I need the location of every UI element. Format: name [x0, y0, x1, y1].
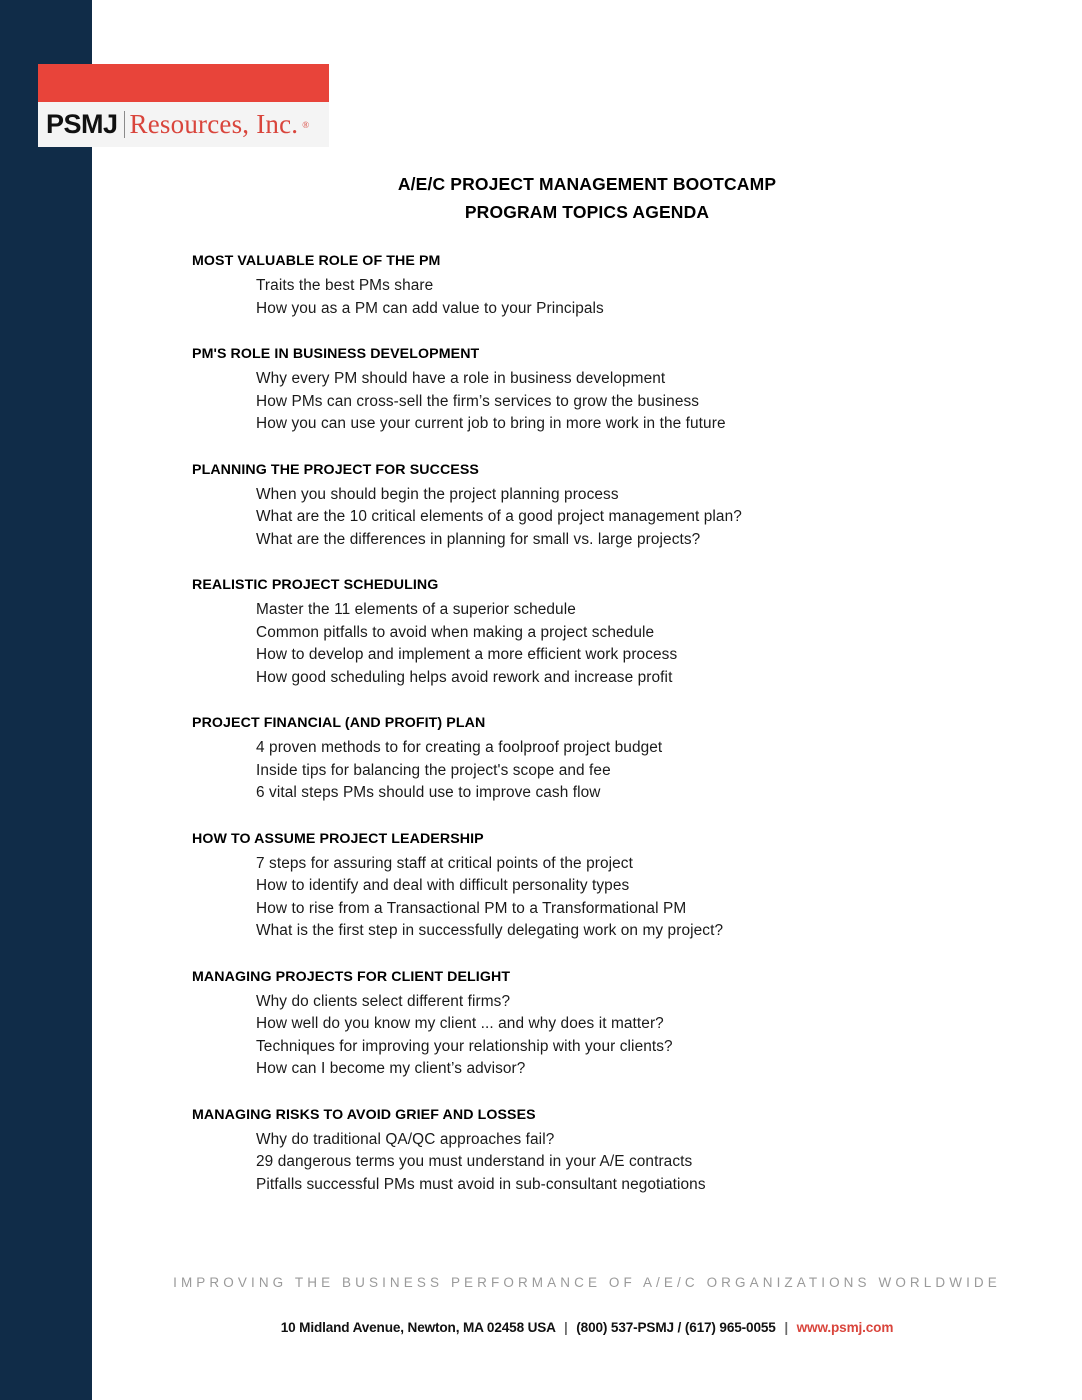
agenda-topic-item: 4 proven methods to for creating a foolproof project budget — [256, 739, 663, 756]
agenda-section-heading: PLANNING THE PROJECT FOR SUCCESS — [192, 461, 479, 478]
agenda-topic-list — [192, 991, 892, 1081]
logo-psmj-text: PSMJ — [46, 109, 118, 139]
agenda-topic-item: Inside tips for balancing the project's scope and fee — [256, 761, 611, 779]
footer-address: 10 Midland Avenue, Newton, MA 02458 USA — [280, 1320, 556, 1335]
agenda-topic-item: How you can use your current job to bring in more work in the future — [256, 415, 726, 432]
footer-tagline: IMPROVING THE BUSINESS PERFORMANCE OF A/E/C ORGANIZATIONS WORLDWIDE — [173, 1275, 1001, 1290]
agenda-topic-list — [192, 368, 892, 436]
agenda-topic-item: How to rise from a Transactional PM to a Transformational PM — [256, 899, 687, 917]
agenda-topic-list — [192, 599, 892, 689]
agenda-section-heading: PROJECT FINANCIAL (AND PROFIT) PLAN — [192, 715, 486, 731]
registered-trademark-icon: ® — [302, 119, 310, 130]
agenda-topic-item: What is the first step in successfully delegating work on my project? — [256, 922, 724, 939]
agenda-topic-item: What are the 10 critical elements of a good project management plan? — [256, 508, 742, 525]
agenda-topic-list — [192, 1129, 892, 1197]
agenda-section-heading: MANAGING RISKS TO AVOID GRIEF AND LOSSES — [192, 1106, 536, 1123]
agenda-topic-list — [192, 737, 892, 805]
agenda-topic-item: Pitfalls successful PMs must avoid in sub-consultant negotiations — [256, 1175, 706, 1193]
footer-phone: (800) 537-PSMJ / (617) 965-0055 — [576, 1320, 776, 1335]
agenda-topic-item: Why do traditional QA/QC approaches fail? — [256, 1130, 555, 1148]
logo-text-plate — [38, 102, 329, 147]
agenda-topic-item: How to identify and deal with difficult personality types — [256, 877, 630, 894]
logo-red-bar — [38, 64, 329, 102]
agenda-topic-item: Techniques for improving your relationship with your clients? — [256, 1037, 673, 1055]
agenda-topic-item: What are the differences in planning for small vs. large projects? — [256, 530, 701, 548]
agenda-topic-item: Traits the best PMs share — [256, 277, 434, 294]
agenda-topic-item: How PMs can cross-sell the firm’s services to grow the business — [256, 392, 700, 410]
psmj-logo — [38, 64, 329, 147]
agenda-topic-item: How to develop and implement a more efficient work process — [256, 646, 678, 663]
logo-divider — [124, 111, 125, 138]
footer-contact-line — [92, 1320, 1082, 1335]
agenda-section-heading: PM'S ROLE IN BUSINESS DEVELOPMENT — [192, 346, 480, 362]
agenda-topic-item: Master the 11 elements of a superior schedule — [256, 601, 576, 618]
agenda-topic-item: Why do clients select different firms? — [256, 992, 511, 1010]
agenda-topic-item: Why every PM should have a role in business development — [256, 370, 666, 387]
agenda-topic-list — [192, 275, 892, 320]
agenda-section — [192, 828, 892, 943]
page-footer — [92, 1275, 1082, 1335]
agenda-section — [192, 574, 892, 689]
agenda-topic-item: Common pitfalls to avoid when making a project schedule — [256, 623, 655, 641]
page-title-line-1: A/E/C PROJECT MANAGEMENT BOOTCAMP — [397, 174, 777, 194]
agenda-section-heading: HOW TO ASSUME PROJECT LEADERSHIP — [192, 830, 484, 847]
agenda-section-heading: MOST VALUABLE ROLE OF THE PM — [192, 253, 441, 269]
agenda-section-heading: REALISTIC PROJECT SCHEDULING — [192, 577, 439, 593]
agenda-section — [192, 343, 892, 436]
agenda-topic-item: 29 dangerous terms you must understand in your A/E contracts — [256, 1153, 693, 1170]
agenda-topic-item: How you as a PM can add value to your Principals — [256, 299, 604, 317]
logo-resources-text: Resources, Inc. — [129, 109, 299, 139]
agenda-topic-item: How can I become my client’s advisor? — [256, 1060, 526, 1077]
agenda-topic-item: When you should begin the project planning process — [256, 485, 619, 503]
agenda-section-heading: MANAGING PROJECTS FOR CLIENT DELIGHT — [192, 968, 511, 985]
agenda-topic-item: 6 vital steps PMs should use to improve cash flow — [256, 784, 601, 801]
agenda-topic-item: 7 steps for assuring staff at critical points of the project — [256, 854, 633, 872]
agenda-topic-item: How good scheduling helps avoid rework and increase profit — [256, 668, 673, 686]
footer-separator-1: | — [564, 1320, 568, 1335]
agenda-content — [192, 250, 892, 1196]
page-title — [92, 170, 1082, 226]
agenda-topic-item: How well do you know my client ... and why does it matter? — [256, 1015, 664, 1032]
footer-website-link[interactable]: www.psmj.com — [796, 1320, 894, 1335]
footer-separator-2: | — [784, 1320, 788, 1335]
agenda-section — [192, 1104, 892, 1197]
agenda-topic-list — [192, 484, 892, 552]
agenda-section — [192, 250, 892, 320]
page-title-line-2: PROGRAM TOPICS AGENDA — [464, 202, 710, 222]
agenda-topic-list — [192, 853, 892, 943]
agenda-section — [192, 712, 892, 805]
agenda-section — [192, 966, 892, 1081]
agenda-section — [192, 459, 892, 552]
left-navy-band — [0, 0, 92, 1400]
